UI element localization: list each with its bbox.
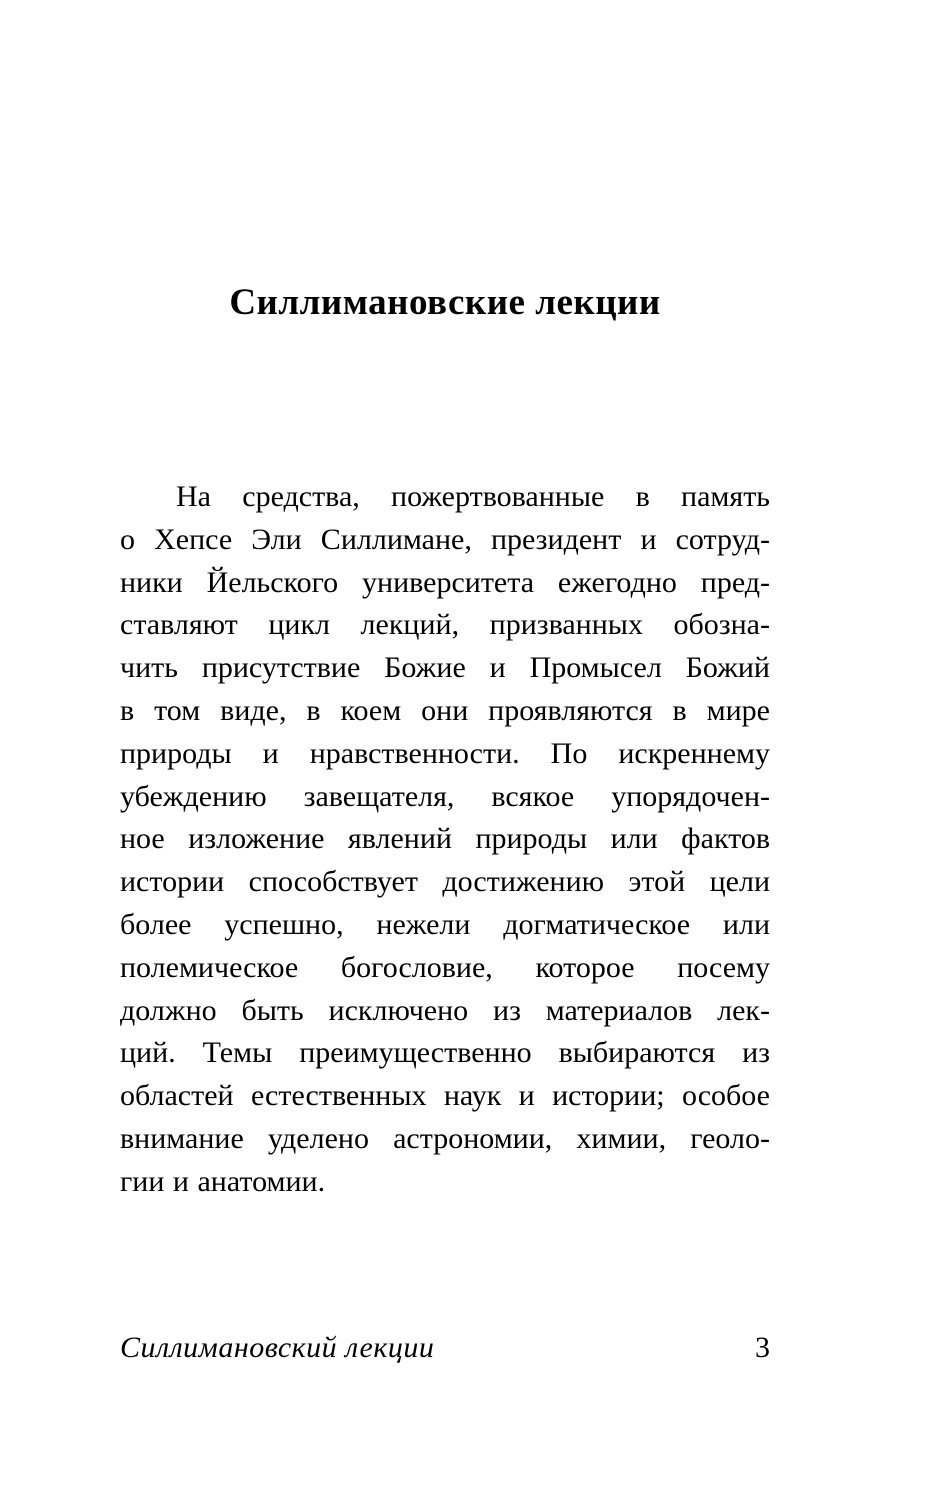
body-line: должно быть исключено из материалов лек- xyxy=(120,993,770,1027)
body-line: истории способствует достижению этой цели xyxy=(120,865,770,899)
body-line: убеждению завещателя, всякое упорядочен- xyxy=(120,779,770,813)
body-line: чить присутствие Божие и Промысел Божий xyxy=(120,651,770,685)
body-line: о Хепсе Эли Силлимане, президент и сотруд- xyxy=(120,522,770,556)
body-line: внимание уделено астрономии, химии, геоло- xyxy=(120,1121,770,1155)
body-line: ное изложение явлений природы или фактов xyxy=(120,822,770,856)
body-line: На средства, пожертвованные в память xyxy=(176,480,770,513)
body-line: гии и анатомии. xyxy=(120,1164,326,1198)
chapter-title: Силлимановские лекции xyxy=(229,281,661,323)
body-paragraph xyxy=(120,476,770,1204)
body-line: в том виде, в коем они проявляются в мире xyxy=(120,693,770,727)
body-line: природы и нравственности. По искреннему xyxy=(120,736,770,770)
body-line: ций. Темы преимущественно выбираются из xyxy=(120,1036,770,1070)
body-line: областей естественных наук и истории; особое xyxy=(120,1079,770,1113)
body-line: более успешно, нежели догматическое или xyxy=(120,907,770,941)
page-footer xyxy=(120,1331,770,1365)
page-number: 3 xyxy=(755,1331,770,1364)
body-line: ники Йельского университета ежегодно пред- xyxy=(120,565,770,599)
body-line: ставляют цикл лекций, призванных обозна- xyxy=(120,608,770,642)
body-line: полемическое богословие, которое посему xyxy=(120,950,770,984)
running-title: Силлимановский лекции xyxy=(120,1331,435,1364)
